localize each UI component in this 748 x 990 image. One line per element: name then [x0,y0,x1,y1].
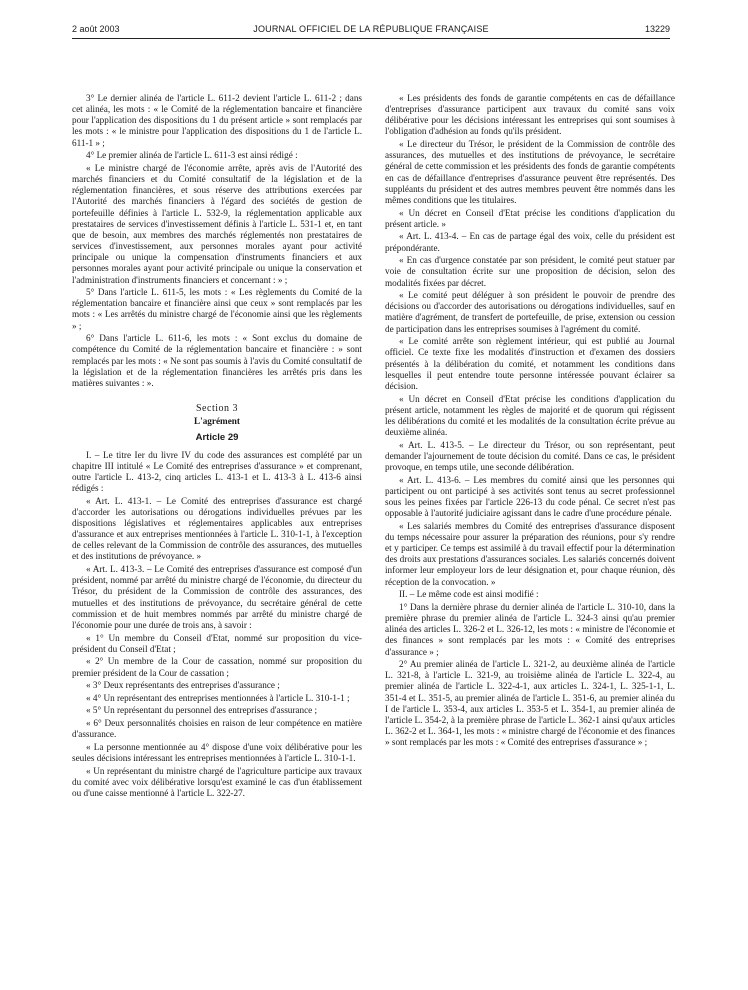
paragraph: I. – Le titre Ier du livre IV du code des assurances est complété par un chapitre III intitulé « Le Comité des entreprises d'assurance » et comprenant, outre l'article L. 413-2, cinq articles L. 413-1 et L. 413-3 à L. 413-6 ainsi rédigés : [72,449,362,493]
right-column [385,93,675,750]
paragraph: « En cas d'urgence constatée par son président, le comité peut statuer par voie de consultation écrite sur une proposition de décision, selon des modalités fixées par décret. [385,255,675,288]
paragraph: 1° Dans la dernière phrase du dernier alinéa de l'article L. 310-10, dans la première phrase du premier alinéa de l'article L. 324-3 ainsi qu'au premier alinéa des articles L. 326-2 et L. 326-12, les mots : « ministre de l'économie et des finances » sont remplacés par les mots : « Comité des entreprises d'assurance » ; [385,601,675,657]
paragraph: « Art. L. 413-1. – Le Comité des entreprises d'assurance est chargé d'accorder les autorisations ou dérogations individuelles prévues par les dispositions législatives et réglementaires applicables aux entreprises d'assurance et aux entreprises mentionnées à l'article L. 310-1-1, à l'exception de celles relevant de la Commission de contrôle des assurances, des mutuelles et des institutions de prévoyance. » [72,495,362,562]
paragraph: « Art. L. 413-3. – Le Comité des entreprises d'assurance est composé d'un président, nommé par arrêté du ministre chargé de l'économie, du directeur du Trésor, du président de la Commission de contrôle des assurances, des mutuelles et des institutions de prévoyance, du secrétaire général de cette commission et de huit membres nommés par arrêté du ministre chargé de l'économie pour une durée de trois ans, à savoir : [72,564,362,630]
left-paragraphs-bottom [72,450,362,800]
paragraph: « Le comité arrête son règlement intérieur, qui est publié au Journal officiel. Ce texte fixe les modalités d'instruction et d'examen des dossiers présentés à la délibération du comité, et notamment les conditions dans lesquelles il peut entendre toute personne intéressée pouvant éclairer sa décision. [385,336,675,391]
paragraph: « Un représentant du ministre chargé de l'agriculture participe aux travaux du comité avec voix délibérative lorsqu'est examiné le cas d'un établissement ou d'une caisse mentionné à l'article L. 322-27. [72,765,362,799]
paragraph: II. – Le même code est ainsi modifié : [399,589,539,600]
paragraph: « La personne mentionnée au 4° dispose d'une voix délibérative pour les seules décisions intéressant les entreprises mentionnées à l'article L. 310-1-1. [72,741,362,764]
paragraph: 3° Le dernier alinéa de l'article L. 611-2 devient l'article L. 611-2 ; dans cet alinéa, les mots : « le Comité de la réglementation bancaire et financière pour l'application des dispositions du 1 du présent article » sont remplacés par les mots : « le ministre pour l'application des dispositions du 1 de l'article L. 611-1 » ; [72,93,362,148]
paragraph: « 2° Un membre de la Cour de cassation, nommé sur proposition du premier président de la Cour de cassation ; [72,656,362,678]
paragraph: 2° Au premier alinéa de l'article L. 321-2, au deuxième alinéa de l'article L. 321-8, à l'article L. 321-9, au troisième alinéa de l'article L. 322-4, au premier alinéa de l'article L. 322-4-1, aux articles L. 324-1, L. 325-1-1, L. 351-4 et L. 351-5, au premier alinéa de l'article L. 351-6, au premier alinéa du I de l'article L. 353-4, aux articles L. 353-5 et L. 354-1, au premier alinéa de l'article L. 354-2, à la première phrase de l'article L. 362-1 ainsi qu'aux articles L. 362-2 et L. 364-1, les mots : « ministre chargé de l'économie et des finances » sont remplacés par les mots : « Comité des entreprises d'assurance » ; [385,659,675,748]
section-heading: Section 3 [196,403,238,415]
paragraph: « 1° Un membre du Conseil d'Etat, nommé sur proposition du vice-président du Conseil d'Etat ; [72,632,362,654]
right-paragraphs [385,93,675,748]
paragraph: « Les présidents des fonds de garantie compétents en cas de défaillance d'entreprises d'assurance participent aux travaux du comité sans voix délibérative pour les décisions intéressant les entreprises qui sont soumises à l'obligation d'adhésion au fonds qu'ils président. [385,93,675,137]
article-heading: Article 29 [195,432,239,444]
header-date: 2 août 2003 [72,24,120,34]
left-paragraphs-top [72,93,362,389]
header-rule [72,38,670,39]
paragraph: « Le comité peut déléguer à son président le pouvoir de prendre des décisions ou d'accorder des autorisations ou dérogations individuelles, sauf en matière d'agrément, de transfert de portefeuille, de prise, extension ou cession de participation dans les entreprises soumises à l'agrément du comité. [385,290,675,334]
paragraph: « Le ministre chargé de l'économie arrête, après avis de l'Autorité des marchés financiers et du Comité consultatif de la législation et de la réglementation financières, et sous réserve des attributions exercées par l'Autorité des marchés financiers à l'égard des sociétés de gestion de portefeuille définies à l'article L. 532-9, la réglementation applicable aux prestataires de services d'investissement définis à l'article L. 531-1 et, en tant que de besoin, aux membres des marchés réglementés non prestataires de services d'investissement, aux personnes morales ayant pour activité principale ou unique la compensation d'instruments financiers et aux personnes morales ayant pour activité principale ou unique la conservation et l'administration d'instruments financiers et concernant : » ; [72,162,362,285]
header-title: JOURNAL OFFICIEL DE LA RÉPUBLIQUE FRANÇAISE [253,24,489,34]
left-column [72,93,362,801]
paragraph: « 6° Deux personnalités choisies en raison de leur compétence en matière d'assurance. [72,718,362,740]
paragraph: 5° Dans l'article L. 611-5, les mots : « Les règlements du Comité de la réglementation bancaire et financière ainsi que ceux » sont remplacés par les mots : « Les arrêtés du ministre chargé de l'économie ainsi que les règlements » ; [72,287,362,331]
paragraph: « Les salariés membres du Comité des entreprises d'assurance disposent du temps nécessaire pour assurer la préparation des réunions, pour s'y rendre et y participer. Ce temps est assimilé à du travail effectif pour la détermination des droits aux prestations d'assurances sociales. Les salariés concernés doivent informer leur employeur lors de leur désignation et, pour chaque réunion, dès réception de la convocation. » [385,520,675,587]
paragraph: 6° Dans l'article L. 611-6, les mots : « Sont exclus du domaine de compétence du Comité de la réglementation bancaire et financière : » sont remplacés par les mots : « Ne sont pas soumis à l'avis du Comité consultatif de la législation et de la réglementation financières les arrêtés pris dans les matières suivantes : ». [72,333,362,388]
paragraph: « Art. L. 413-4. – En cas de partage égal des voix, celle du président est prépondérante. [385,231,675,253]
paragraph: « 3° Deux représentants des entreprises d'assurance ; [86,680,280,691]
paragraph: « Un décret en Conseil d'Etat précise les conditions d'application du présent article, notamment les règles de majorité et de quorum qui régissent les délibérations du comité et les modalités de la consultation écrite prévue au deuxième alinéa. [385,393,675,438]
paragraph: « 5° Un représentant du personnel des entreprises d'assurance ; [86,705,318,716]
paragraph: 4° Le premier alinéa de l'article L. 611-3 est ainsi rédigé : [86,150,298,161]
page-number: 13229 [644,24,670,34]
paragraph: « Art. L. 413-5. – Le directeur du Trésor, ou son représentant, peut demander l'ajournement de toute décision du comité. Dans ce cas, le président provoque, en temps utile, une seconde délibération. [385,439,675,472]
paragraph: « Art. L. 413-6. – Les membres du comité ainsi que les personnes qui participent ou ont participé à ses activités sont tenus au secret professionnel sous les peines fixées par l'article 226-13 du code pénal. Ce secret n'est pas opposable à l'autorité judiciaire agissant dans le cadre d'une procédure pénale. [385,474,675,519]
paragraph: « 4° Un représentant des entreprises mentionnées à l'article L. 310-1-1 ; [86,692,350,703]
paragraph: « Un décret en Conseil d'Etat précise les conditions d'application du présent article. » [385,207,675,229]
section-subtitle: L'agrément [194,416,240,427]
paragraph: « Le directeur du Trésor, le président de la Commission de contrôle des assurances, des mutuelles et des institutions de prévoyance, le secrétaire général de cette commission et les présidents des fonds de garantie compétents en cas de défaillance d'entreprises d'assurance peuvent être représentés. Des suppléants du président et des autres membres peuvent être nommés dans les mêmes conditions que les titulaires. [385,139,675,205]
page-header [72,24,670,38]
